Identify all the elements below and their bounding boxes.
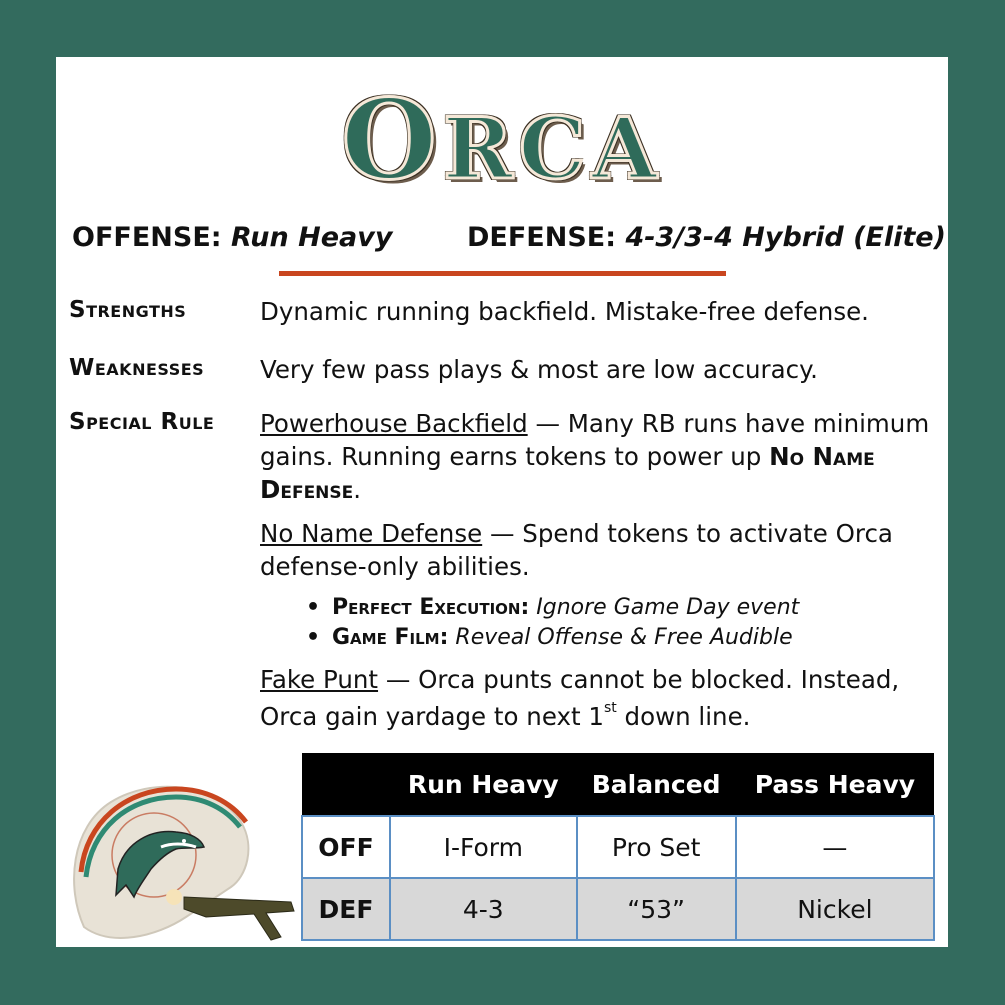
table-header-corner bbox=[302, 753, 390, 816]
rule-ref-no-name-defense: No Name Defense bbox=[260, 442, 875, 504]
table-cell: Nickel bbox=[736, 878, 934, 940]
ability-item: • Perfect Execution: Ignore Game Day event bbox=[306, 593, 946, 623]
table-cell: “53” bbox=[577, 878, 736, 940]
strengths-text: Dynamic running backfield. Mistake-free defense. bbox=[260, 297, 869, 326]
team-title bbox=[56, 75, 948, 214]
defense-scheme: DEFENSE: 4-3/3-4 Hybrid (Elite) bbox=[467, 222, 946, 253]
row-label-def: DEF bbox=[302, 878, 390, 940]
table-header-run-heavy: Run Heavy bbox=[390, 753, 577, 816]
table-row bbox=[302, 816, 934, 878]
title-rest: RCA bbox=[442, 99, 663, 198]
rule-fake-punt: Fake Punt bbox=[260, 665, 379, 694]
title-initial: O bbox=[341, 75, 443, 204]
table-header-row bbox=[302, 753, 934, 816]
formation-table bbox=[301, 753, 935, 941]
table-header-balanced: Balanced bbox=[577, 753, 736, 816]
rule-powerhouse-backfield: Powerhouse Backfield bbox=[260, 409, 528, 438]
offense-scheme: OFFENSE: Run Heavy bbox=[72, 222, 393, 253]
weaknesses-text: Very few pass plays & most are low accuracy. bbox=[260, 355, 818, 384]
offense-value: Run Heavy bbox=[230, 222, 393, 253]
divider-line bbox=[279, 271, 726, 276]
table-cell: Pro Set bbox=[577, 816, 736, 878]
ability-item: • Game Film: Reveal Offense & Free Audible bbox=[306, 623, 946, 653]
special-rule-3: Fake Punt — Orca punts cannot be blocked. Instead, Orca gain yardage to next 1st down line. bbox=[260, 665, 900, 732]
ability-list bbox=[306, 593, 946, 653]
table-header-pass-heavy: Pass Heavy bbox=[736, 753, 934, 816]
table-row bbox=[302, 878, 934, 940]
table-cell: — bbox=[736, 816, 934, 878]
row-label-off: OFF bbox=[302, 816, 390, 878]
table-cell: I-Form bbox=[390, 816, 577, 878]
schemes-row bbox=[72, 222, 946, 262]
table-cell: 4-3 bbox=[390, 878, 577, 940]
special-rule-label: Special Rule bbox=[69, 409, 215, 435]
defense-value: 4-3/3-4 Hybrid (Elite) bbox=[625, 222, 946, 253]
weaknesses-label: Weaknesses bbox=[69, 355, 205, 381]
special-rule-2: No Name Defense — Spend tokens to activate Orca defense-only abilities. bbox=[260, 519, 893, 581]
football-helmet-icon bbox=[66, 777, 296, 947]
strengths-label: Strengths bbox=[69, 297, 187, 323]
special-rule-1: Powerhouse Backfield — Many RB runs have minimum gains. Running earns tokens to power up No Name Defense. bbox=[260, 409, 930, 504]
rule-no-name-defense: No Name Defense bbox=[260, 519, 483, 548]
team-card bbox=[56, 57, 948, 947]
